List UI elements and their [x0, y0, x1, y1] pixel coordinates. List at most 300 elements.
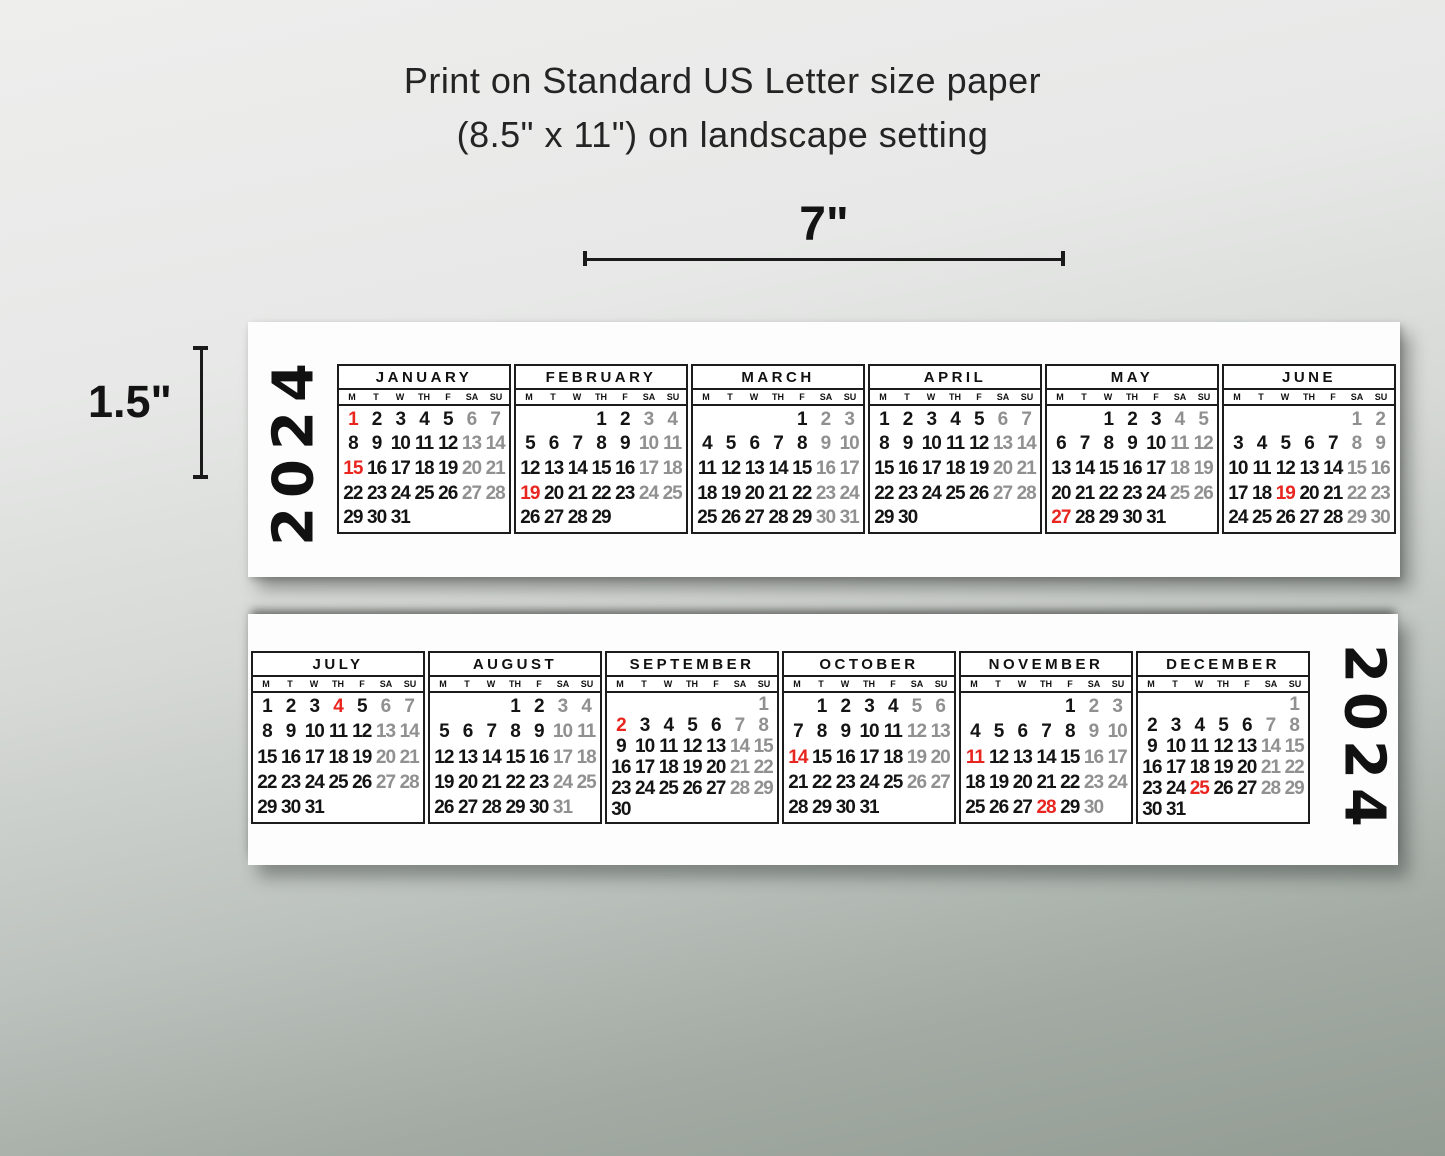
day-header: SA: [1264, 679, 1278, 689]
month-title: FEBRUARY: [516, 366, 686, 390]
week-row: [518, 505, 684, 530]
date-cell: 29: [1098, 507, 1118, 529]
week-row: [1049, 505, 1215, 530]
date-cell: 11: [577, 721, 596, 743]
day-header: T: [995, 679, 1001, 689]
week-row: [518, 432, 684, 457]
date-cell: 24: [1146, 482, 1166, 504]
day-header: SA: [996, 392, 1010, 402]
date-cell: 3: [643, 408, 654, 430]
week-row: [341, 481, 507, 506]
month-title: NOVEMBER: [961, 653, 1131, 677]
date-cell: 22: [792, 482, 812, 504]
week-row: [255, 719, 421, 744]
date-cell: 5: [525, 433, 535, 455]
date-cell: 23: [1083, 771, 1104, 793]
date-cell: 8: [596, 433, 606, 455]
day-header: F: [622, 392, 628, 402]
day-header: TH: [1040, 679, 1052, 689]
date-cell: 31: [552, 796, 573, 818]
date-cell: 27: [1051, 507, 1071, 529]
date-cell: 12: [1193, 433, 1213, 455]
month-november: [959, 651, 1133, 824]
month-title: MARCH: [693, 366, 863, 390]
date-cell: 27: [1237, 778, 1257, 799]
date-cell: 1: [348, 408, 358, 430]
week-row: [872, 456, 1038, 481]
date-cell: 7: [404, 696, 414, 718]
week-row: [1226, 407, 1392, 432]
date-cell: 9: [1147, 736, 1157, 757]
week-row: [341, 407, 507, 432]
date-cell: 5: [442, 408, 453, 430]
day-header: T: [641, 679, 647, 689]
date-cell: 23: [835, 771, 855, 793]
date-cell: 6: [1241, 715, 1252, 736]
date-cell: 9: [1127, 433, 1137, 455]
date-grid: [253, 693, 423, 822]
date-cell: 21: [788, 771, 808, 793]
date-cell: 20: [930, 746, 950, 768]
date-cell: 25: [658, 778, 678, 799]
date-cell: 23: [1370, 482, 1390, 504]
date-cell: 30: [1122, 507, 1142, 529]
date-cell: 25: [662, 482, 682, 504]
date-cell: 19: [434, 771, 454, 793]
date-cell: 1: [796, 408, 807, 430]
calendar-strip-jan-jun: [248, 322, 1400, 577]
date-cell: 22: [343, 482, 363, 504]
date-cell: 12: [434, 746, 454, 768]
date-cell: 4: [950, 408, 960, 430]
date-cell: 28: [1075, 507, 1095, 529]
week-row: [1049, 432, 1215, 457]
date-cell: 6: [380, 696, 391, 718]
date-cell: 27: [461, 482, 482, 504]
date-cell: 13: [1299, 457, 1319, 479]
day-header: F: [359, 679, 365, 689]
date-cell: 21: [1075, 482, 1095, 504]
date-cell: 4: [581, 696, 591, 718]
date-cell: 29: [874, 507, 894, 529]
year-label-vertical: 2024: [261, 353, 327, 546]
date-cell: 8: [510, 721, 520, 743]
date-cell: 28: [729, 778, 750, 799]
date-cell: 17: [1107, 746, 1127, 768]
date-cell: 4: [1194, 715, 1205, 736]
week-row: [695, 432, 861, 457]
month-july: [251, 651, 425, 824]
day-header: F: [976, 392, 982, 402]
date-cell: 6: [462, 721, 473, 743]
date-cell: 19: [438, 457, 458, 479]
date-cell: 19: [1213, 757, 1233, 778]
date-cell: 23: [615, 482, 635, 504]
date-cell: 23: [611, 778, 631, 799]
date-cell: 28: [485, 482, 505, 504]
date-cell: 25: [697, 507, 717, 529]
week-row: [609, 757, 775, 778]
date-cell: 27: [458, 796, 478, 818]
day-header: T: [727, 392, 733, 402]
date-cell: 30: [611, 799, 631, 820]
date-cell: 16: [611, 757, 631, 778]
date-cell: 15: [257, 746, 277, 768]
day-header: F: [536, 679, 542, 689]
date-cell: 29: [1060, 796, 1080, 818]
date-cell: 29: [1346, 507, 1367, 529]
date-cell: 15: [812, 746, 832, 768]
date-cell: 18: [662, 457, 682, 479]
date-cell: 1: [1103, 408, 1114, 430]
date-cell: 20: [744, 482, 764, 504]
date-cell: 3: [1112, 696, 1122, 718]
date-cell: 22: [1098, 482, 1118, 504]
week-row: [432, 744, 598, 769]
month-title: MAY: [1047, 366, 1217, 390]
day-header: T: [550, 392, 556, 402]
date-cell: 25: [1252, 507, 1272, 529]
date-cell: 24: [638, 482, 659, 504]
day-header-row: [1224, 390, 1394, 406]
calendar-strip-jul-dec: [248, 614, 1398, 865]
date-cell: 8: [1289, 715, 1299, 736]
day-header: M: [1147, 679, 1155, 689]
date-cell: 16: [1122, 457, 1142, 479]
week-row: [341, 432, 507, 457]
date-cell: 27: [930, 771, 950, 793]
day-header: TH: [418, 392, 430, 402]
week-row: [1140, 799, 1306, 820]
date-cell: 21: [1036, 771, 1056, 793]
day-header: M: [439, 679, 447, 689]
day-header: SU: [1020, 392, 1034, 402]
day-header: SU: [1288, 679, 1302, 689]
day-header: SA: [556, 679, 570, 689]
date-cell: 16: [898, 457, 918, 479]
date-cell: 15: [343, 457, 363, 479]
date-cell: 21: [1016, 457, 1036, 479]
date-cell: 9: [840, 721, 851, 743]
height-dimension-line: [193, 346, 208, 479]
day-header: SU: [403, 679, 417, 689]
date-cell: 30: [1142, 799, 1162, 820]
date-cell: 20: [375, 746, 396, 768]
day-header: SU: [843, 392, 857, 402]
instruction-line-2: (8.5" x 11") on landscape setting: [456, 114, 989, 155]
date-cell: 19: [721, 482, 741, 504]
date-cell: 17: [635, 757, 655, 778]
date-cell: 2: [1088, 696, 1099, 718]
week-row: [432, 795, 598, 820]
day-header: W: [309, 679, 319, 689]
date-cell: 13: [458, 746, 478, 768]
date-cell: 2: [820, 408, 831, 430]
date-cell: 4: [1256, 433, 1267, 455]
date-cell: 7: [793, 721, 803, 743]
day-header: TH: [949, 392, 961, 402]
date-cell: 11: [883, 721, 902, 743]
date-cell: 17: [839, 457, 859, 479]
week-row: [695, 407, 861, 432]
date-cell: 7: [572, 433, 583, 455]
date-cell: 17: [1146, 457, 1166, 479]
day-header: F: [713, 679, 719, 689]
day-header-row: [1047, 390, 1217, 406]
week-row: [695, 481, 861, 506]
date-cell: 23: [281, 771, 301, 793]
date-cell: 21: [1260, 757, 1281, 778]
day-header-row: [516, 390, 686, 406]
date-cell: 5: [973, 408, 984, 430]
date-cell: 12: [1213, 736, 1233, 757]
date-cell: 5: [993, 721, 1004, 743]
day-header: M: [1233, 392, 1241, 402]
day-header: SA: [1087, 679, 1101, 689]
week-row: [1226, 432, 1392, 457]
date-cell: 12: [721, 457, 741, 479]
week-row: [1049, 407, 1215, 432]
date-cell: 14: [485, 433, 505, 455]
day-header: TH: [686, 679, 698, 689]
date-cell: 7: [486, 721, 497, 743]
date-cell: 19: [969, 457, 989, 479]
date-cell: 9: [619, 433, 630, 455]
date-cell: 26: [438, 482, 458, 504]
date-cell: 14: [1016, 433, 1036, 455]
day-header-row: [961, 677, 1131, 693]
date-cell: 18: [1252, 482, 1272, 504]
day-header: F: [890, 679, 896, 689]
date-cell: 24: [859, 771, 879, 793]
date-cell: 15: [1060, 746, 1080, 768]
date-cell: 22: [753, 757, 773, 778]
date-cell: 9: [371, 433, 382, 455]
week-row: [786, 719, 952, 744]
day-header: SA: [1350, 392, 1364, 402]
date-cell: 23: [1122, 482, 1142, 504]
date-cell: 28: [1036, 796, 1056, 818]
date-cell: 10: [552, 721, 573, 743]
date-cell: 30: [367, 507, 387, 529]
day-header: W: [486, 679, 496, 689]
month-title: AUGUST: [430, 653, 600, 677]
month-title: APRIL: [870, 366, 1040, 390]
date-cell: 4: [887, 696, 898, 718]
date-cell: 6: [1017, 721, 1028, 743]
date-cell: 17: [638, 457, 659, 479]
date-cell: 20: [706, 757, 726, 778]
week-row: [872, 481, 1038, 506]
day-header: TH: [772, 392, 784, 402]
date-cell: 10: [921, 433, 941, 455]
date-cell: 8: [1351, 433, 1362, 455]
date-cell: 13: [744, 457, 764, 479]
date-cell: 7: [773, 433, 783, 455]
week-row: [518, 456, 684, 481]
date-cell: 23: [367, 482, 387, 504]
date-cell: 5: [687, 715, 697, 736]
date-cell: 31: [839, 507, 859, 529]
month-june: [1222, 364, 1396, 534]
day-header: SU: [1197, 392, 1211, 402]
date-cell: 1: [816, 696, 827, 718]
date-cell: 1: [510, 696, 520, 718]
date-cell: 14: [1075, 457, 1095, 479]
month-title: JULY: [253, 653, 423, 677]
week-row: [1226, 456, 1392, 481]
week-row: [341, 505, 507, 530]
date-cell: 20: [544, 482, 564, 504]
date-cell: 28: [481, 796, 501, 818]
date-cell: 16: [529, 746, 549, 768]
day-header: M: [348, 392, 356, 402]
week-row: [609, 736, 775, 757]
date-cell: 9: [616, 736, 626, 757]
date-cell: 14: [1036, 746, 1056, 768]
date-cell: 1: [879, 408, 889, 430]
date-cell: 3: [1170, 715, 1181, 736]
day-header: W: [926, 392, 936, 402]
date-cell: 20: [1012, 771, 1032, 793]
date-cell: 10: [635, 736, 655, 757]
date-cell: 6: [935, 696, 945, 718]
day-header-row: [253, 677, 423, 693]
date-cell: 11: [414, 433, 434, 455]
date-cell: 6: [710, 715, 721, 736]
day-header: M: [525, 392, 533, 402]
day-header: T: [373, 392, 379, 402]
width-dimension: [583, 200, 1065, 266]
date-cell: 4: [970, 721, 980, 743]
day-header: W: [1017, 679, 1027, 689]
week-row: [872, 432, 1038, 457]
date-cell: 10: [1228, 457, 1248, 479]
date-cell: 19: [352, 746, 372, 768]
date-cell: 9: [902, 433, 913, 455]
date-cell: 5: [1198, 408, 1208, 430]
day-header: M: [970, 679, 978, 689]
date-cell: 7: [1327, 433, 1338, 455]
date-cell: 20: [461, 457, 482, 479]
date-cell: 1: [596, 408, 606, 430]
date-cell: 18: [1169, 457, 1190, 479]
date-cell: 8: [816, 721, 827, 743]
date-cell: 2: [840, 696, 851, 718]
day-header: W: [1280, 392, 1290, 402]
date-cell: 10: [839, 433, 859, 455]
date-cell: 28: [399, 771, 419, 793]
date-cell: 21: [768, 482, 788, 504]
date-cell: 2: [1375, 408, 1385, 430]
day-header: TH: [1217, 679, 1229, 689]
date-cell: 18: [965, 771, 985, 793]
date-cell: 6: [548, 433, 559, 455]
date-cell: 24: [1166, 778, 1186, 799]
date-cell: 8: [1103, 433, 1114, 455]
date-cell: 12: [520, 457, 540, 479]
date-grid: [339, 406, 509, 532]
date-cell: 2: [1147, 715, 1157, 736]
week-row: [432, 694, 598, 719]
date-cell: 7: [490, 408, 500, 430]
date-cell: 25: [883, 771, 903, 793]
date-cell: 17: [1166, 757, 1186, 778]
date-cell: 14: [788, 746, 808, 768]
date-cell: 24: [1107, 771, 1127, 793]
date-cell: 22: [1284, 757, 1304, 778]
date-grid: [870, 406, 1040, 532]
date-cell: 24: [635, 778, 655, 799]
instruction-line-1: Print on Standard US Letter size paper: [403, 60, 1042, 101]
day-header: SA: [733, 679, 747, 689]
date-cell: 19: [906, 746, 927, 768]
month-december: [1136, 651, 1310, 824]
date-cell: 17: [552, 746, 573, 768]
day-header: T: [818, 679, 824, 689]
date-cell: 9: [1088, 721, 1099, 743]
date-cell: 27: [1299, 507, 1319, 529]
date-cell: 22: [1346, 482, 1367, 504]
date-cell: 30: [281, 796, 301, 818]
date-cell: 25: [414, 482, 434, 504]
day-header: T: [287, 679, 293, 689]
date-cell: 10: [1166, 736, 1186, 757]
date-cell: 11: [1170, 433, 1189, 455]
date-cell: 19: [1193, 457, 1213, 479]
date-cell: 22: [591, 482, 611, 504]
date-cell: 18: [414, 457, 434, 479]
week-row: [786, 694, 952, 719]
date-cell: 15: [1346, 457, 1367, 479]
day-header: F: [1153, 392, 1159, 402]
date-cell: 24: [304, 771, 324, 793]
date-cell: 14: [399, 721, 419, 743]
date-cell: 20: [992, 457, 1013, 479]
date-cell: 26: [906, 771, 927, 793]
date-cell: 3: [639, 715, 650, 736]
date-cell: 21: [1323, 482, 1343, 504]
date-cell: 6: [466, 408, 477, 430]
date-cell: 7: [1079, 433, 1090, 455]
day-header-row: [607, 677, 777, 693]
day-header: SU: [489, 392, 503, 402]
day-header: TH: [1126, 392, 1138, 402]
day-header-row: [693, 390, 863, 406]
day-header: TH: [595, 392, 607, 402]
date-cell: 26: [721, 507, 741, 529]
date-cell: 5: [725, 433, 736, 455]
date-cell: 13: [1051, 457, 1071, 479]
date-cell: 12: [352, 721, 372, 743]
date-cell: 10: [390, 433, 410, 455]
date-cell: 12: [438, 433, 458, 455]
date-cell: 7: [1021, 408, 1031, 430]
date-cell: 22: [1060, 771, 1080, 793]
date-cell: 7: [734, 715, 745, 736]
date-cell: 18: [697, 482, 717, 504]
day-header: SA: [642, 392, 656, 402]
day-header: SA: [465, 392, 479, 402]
date-cell: 27: [375, 771, 396, 793]
date-cell: 16: [1083, 746, 1104, 768]
date-cell: 28: [788, 796, 808, 818]
date-cell: 8: [348, 433, 358, 455]
day-header: W: [1194, 679, 1204, 689]
day-header: T: [904, 392, 910, 402]
date-cell: 8: [796, 433, 807, 455]
date-cell: 29: [812, 796, 832, 818]
